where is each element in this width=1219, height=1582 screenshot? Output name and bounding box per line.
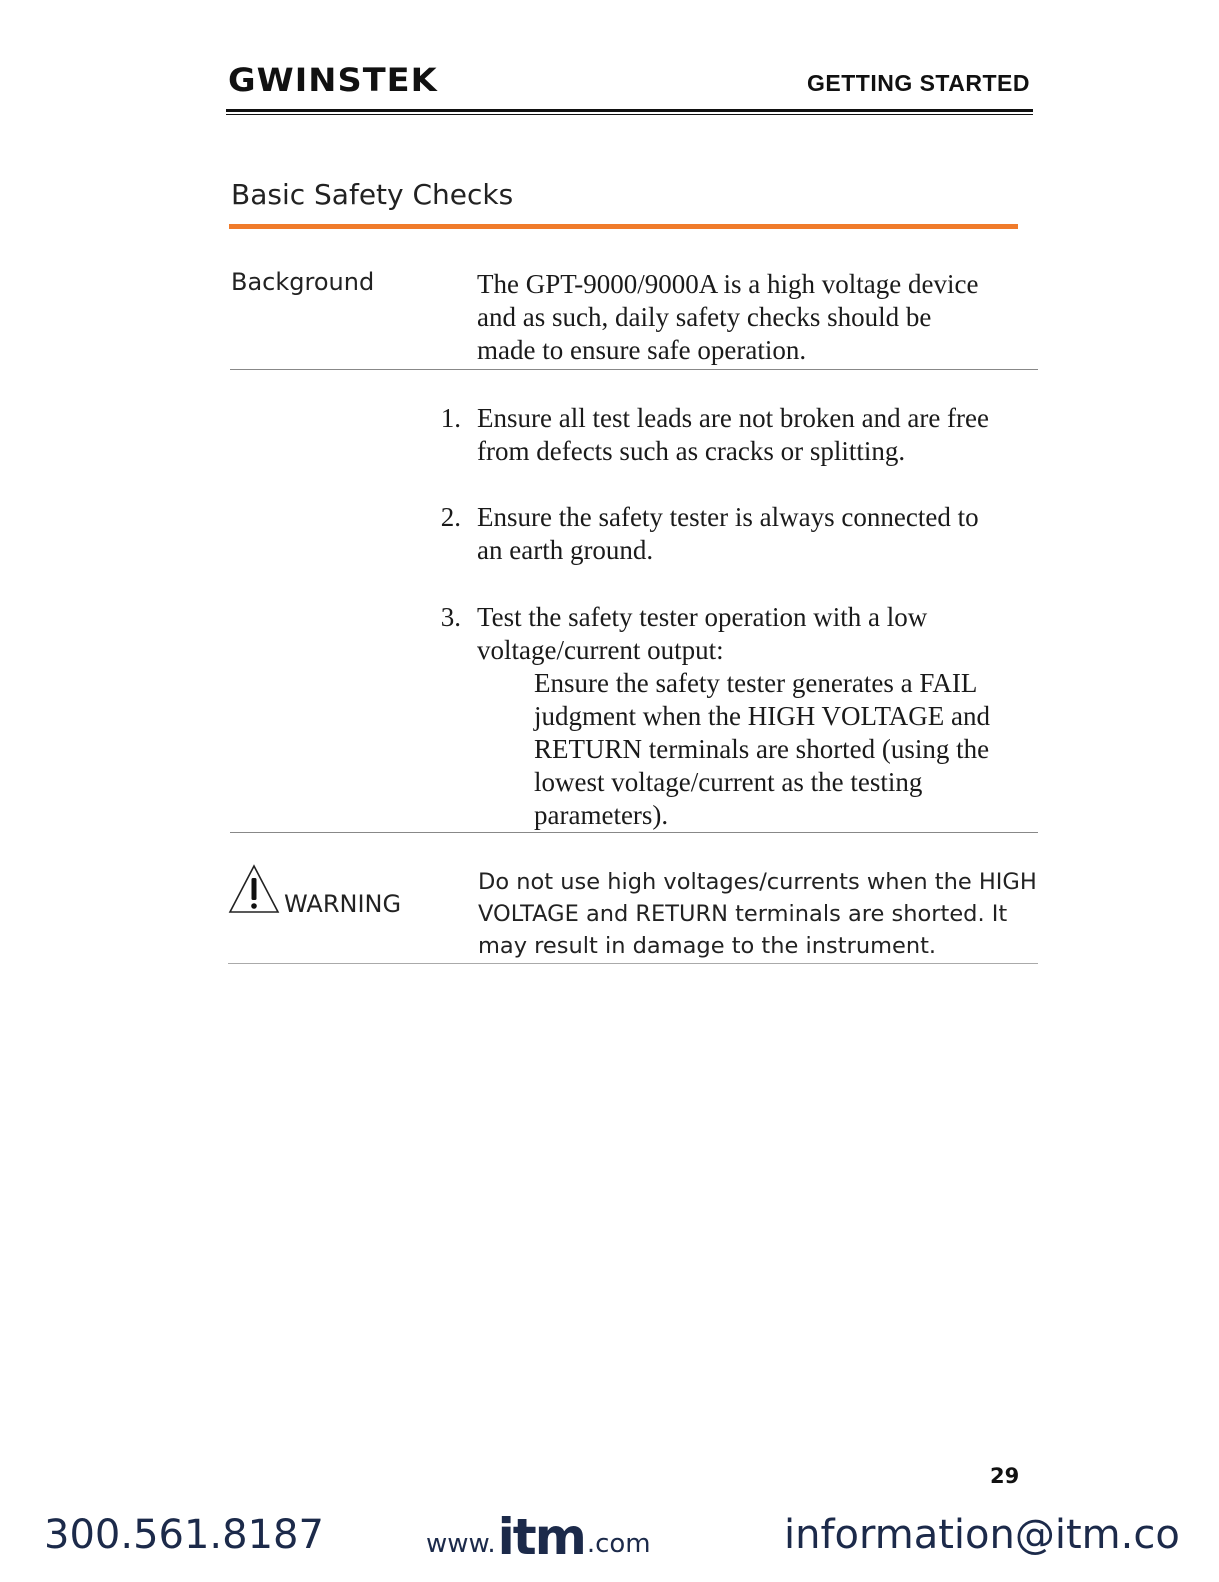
- page-title: Basic Safety Checks: [231, 178, 514, 211]
- header-rule-thin: [226, 114, 1033, 115]
- brand-logo: GWINSTEK: [228, 61, 438, 99]
- step-number: 1.: [440, 403, 461, 433]
- footer-web-suffix: .com: [586, 1529, 651, 1559]
- warning-text: Do not use high voltages/currents when the HIGH VOLTAGE and RETURN terminals are shorted. It may result in damage to the instrument.: [478, 869, 1037, 959]
- title-underline: [229, 224, 1018, 229]
- section-separator: [230, 832, 1038, 833]
- footer-email[interactable]: information@itm.co: [784, 1512, 1180, 1558]
- step-text: Ensure the safety tester is always connected to an earth ground.: [477, 502, 979, 565]
- section-separator: [230, 369, 1038, 370]
- footer-web-brand: itm: [497, 1508, 585, 1566]
- background-label: Background: [231, 268, 375, 296]
- background-text: The GPT-9000/9000A is a high voltage device and as such, daily safety checks should be made to ensure safe operation.: [477, 269, 979, 365]
- page-number: 29: [990, 1464, 1020, 1488]
- section-separator: [228, 963, 1038, 964]
- step-number: 2.: [440, 502, 461, 532]
- step-sub-text: Ensure the safety tester generates a FAIL judgment when the HIGH VOLTAGE and RETURN terminals are shorted (using the lowest voltage/current as the testing parameters).: [534, 668, 991, 830]
- step-text: Ensure all test leads are not broken and are free from defects such as cracks or splitting.: [477, 403, 990, 466]
- step-text: Test the safety tester operation with a low voltage/current output:: [477, 602, 928, 665]
- step-number: 3.: [440, 602, 461, 632]
- footer-web-prefix: www.: [426, 1529, 496, 1559]
- footer-website[interactable]: [426, 1508, 651, 1566]
- warning-label: WARNING: [284, 890, 402, 918]
- footer-phone: 300.561.8187: [44, 1512, 324, 1558]
- section-header: GETTING STARTED: [806, 70, 1030, 96]
- warning-triangle-icon: [228, 864, 280, 914]
- header-rule: [226, 109, 1033, 112]
